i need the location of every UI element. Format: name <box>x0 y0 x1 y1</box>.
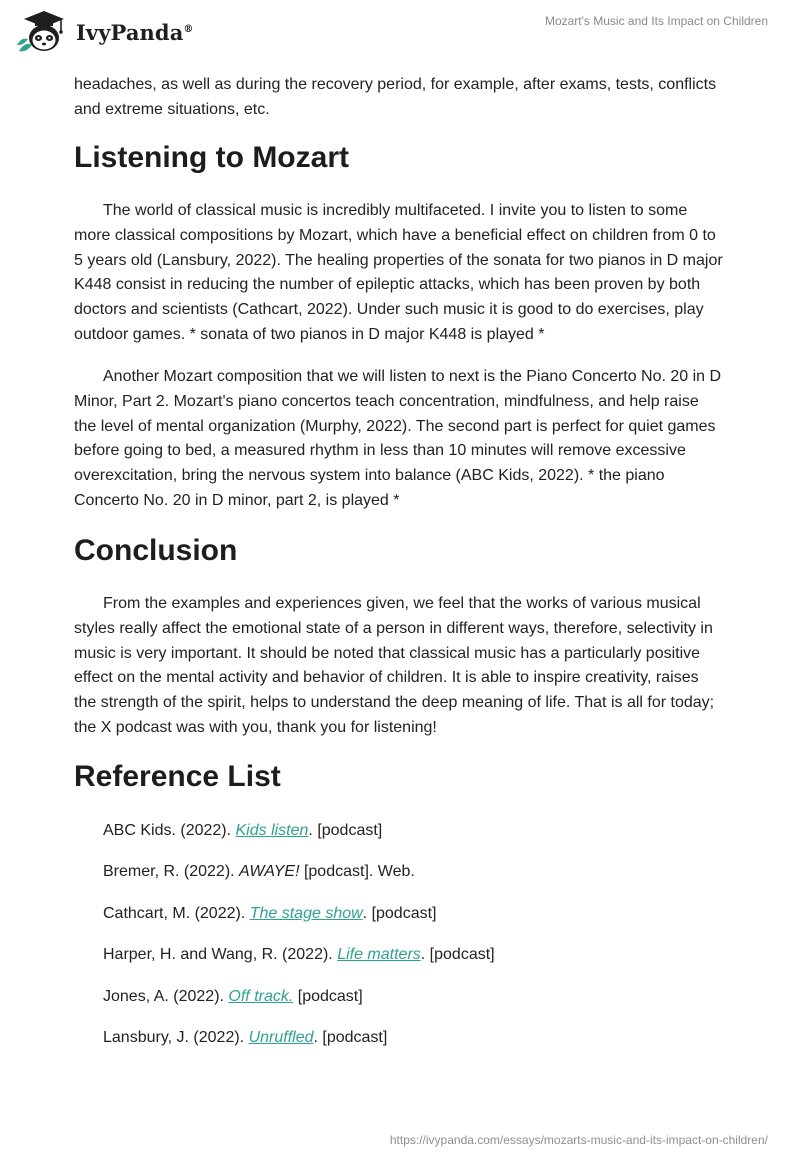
listening-paragraph-1: The world of classical music is incredibly multifaceted. I invite you to listen to some more classical compositions by Mozart, which have a beneficial effect on children from 0 to 5 years old (Lansbury, 2022). The healing properties of the sonata for two pianos in D major K448 consist in reducing the number of epileptic attacks, which has been proven by both doctors and scientists (Cathcart, 2022). Under such music it is good to do exercises, play outdoor games. * sonata of two pianos in D major K448 is played * <box>74 202 723 343</box>
reference-link-life-matters[interactable]: Life matters <box>337 946 421 963</box>
reference-link-unruffled[interactable]: Unruffled <box>248 1029 314 1046</box>
heading-conclusion: Conclusion <box>74 534 238 567</box>
reference-link-kids-listen[interactable]: Kids listen <box>235 822 309 839</box>
reference-item: Bremer, R. (2022). AWAYE! [podcast]. Web. <box>103 863 415 880</box>
reference-item: Cathcart, M. (2022). The stage show. [podcast] <box>103 905 437 922</box>
heading-listening: Listening to Mozart <box>74 141 349 174</box>
reference-link-stage-show[interactable]: The stage show <box>249 905 363 922</box>
brand-logo[interactable] <box>14 9 194 55</box>
brand-name: IvyPanda® <box>76 19 194 45</box>
listening-paragraph-2: Another Mozart composition that we will listen to next is the Piano Concerto No. 20 in D Minor, Part 2. Mozart's piano concertos teach concentration, mindfulness, and help raise the level of mental organization (Murphy, 2022). The second part is perfect for quiet games before going to bed, a measured rhythm in less than 10 minutes will remove excessive overexcitation, bring the nervous system into balance (ABC Kids, 2022). * the piano Concerto No. 20 in D minor, part 2, is played * <box>74 368 722 509</box>
reference-item: Harper, H. and Wang, R. (2022). Life matters. [podcast] <box>103 946 495 963</box>
reference-item: Lansbury, J. (2022). Unruffled. [podcast] <box>103 1029 388 1046</box>
reference-item: Jones, A. (2022). Off track. [podcast] <box>103 988 363 1005</box>
footer-url[interactable]: https://ivypanda.com/essays/mozarts-music-and-its-impact-on-children/ <box>389 1133 768 1147</box>
conclusion-paragraph: From the examples and experiences given, we feel that the works of various musical styles really affect the emotional state of a person in different ways, therefore, selectivity in music is very important. It should be noted that classical music has a particularly positive effect on the mental activity and behavior of children. It is able to inspire creativity, raises the strength of the spirit, helps to understand the deep meaning of life. That is all for today; the X podcast was with you, thank you for listening! <box>74 595 715 736</box>
document-title: Mozart's Music and Its Impact on Children <box>544 14 768 28</box>
reference-item: ABC Kids. (2022). Kids listen. [podcast] <box>103 822 383 839</box>
reference-link-off-track[interactable]: Off track. <box>228 988 294 1005</box>
intro-paragraph: headaches, as well as during the recovery period, for example, after exams, tests, conflicts and extreme situations, etc. <box>74 76 717 118</box>
panda-graduate-icon <box>14 9 74 55</box>
reference-title-awaye: AWAYE! <box>239 863 300 880</box>
heading-references: Reference List <box>74 760 281 793</box>
